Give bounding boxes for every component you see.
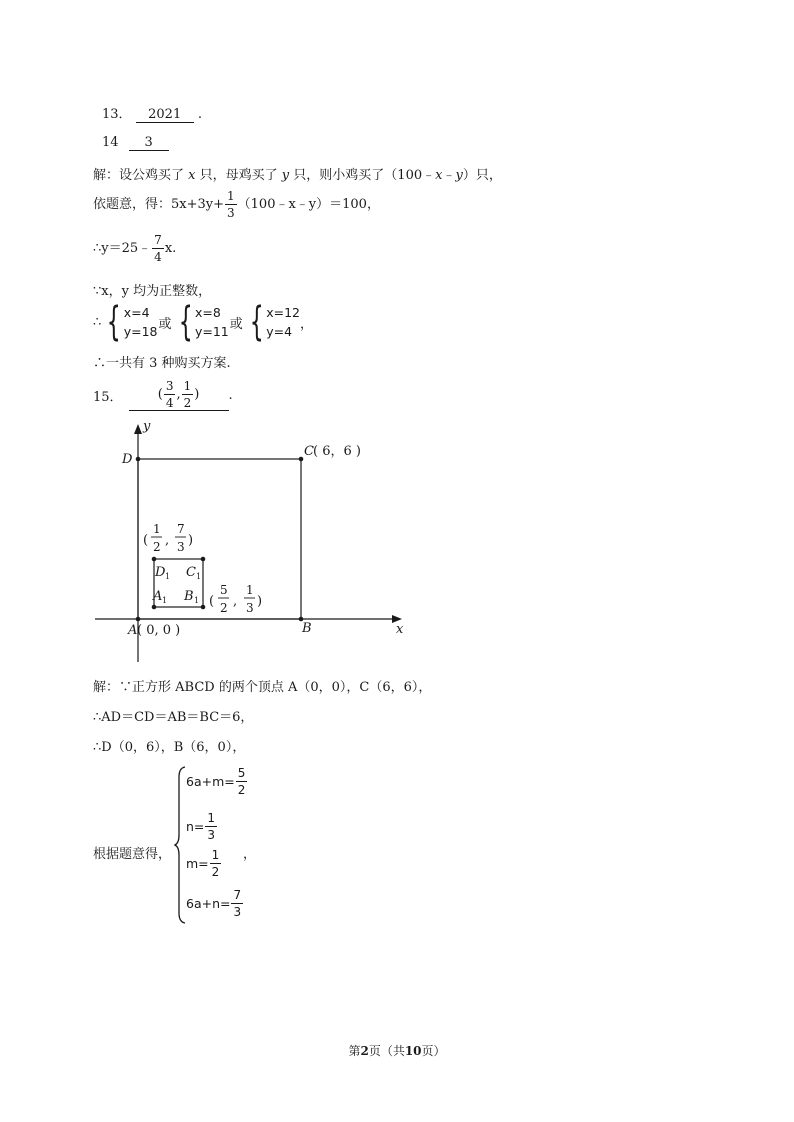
svg-text:(: ( [143, 533, 149, 548]
svg-text:(: ( [209, 594, 215, 609]
brace-icon: { [178, 299, 193, 345]
point-a1 [152, 605, 157, 610]
equation-system: { x=4 y=18 [107, 299, 158, 345]
svg-text:,: , [165, 533, 170, 548]
point-b1 [201, 605, 206, 610]
answer-blank: 3 [129, 136, 169, 151]
answer-blank: ( $\frac{3}{4}$ , $\frac{1}{2}$ ) [129, 380, 229, 411]
svg-text:5: 5 [220, 583, 228, 597]
point-label-b1-coords [209, 583, 262, 615]
svg-text:1: 1 [162, 596, 168, 605]
q14-solution-line-1: 解：设公鸡买了 x 只，母鸡买了 y 只，则小鸡买了（100﹣x﹣y）只， [93, 168, 502, 183]
period: . [197, 107, 202, 122]
y-axis-label: y [143, 419, 151, 434]
equation-system: { x=8 y=11 [178, 299, 229, 345]
equation-row: m= $\frac{1}{2}$ [186, 848, 220, 879]
brace-icon: { [107, 299, 122, 345]
label-b1: B [184, 589, 194, 604]
point-d1 [152, 557, 157, 562]
q15-solution-line-4-label: 根据题意得， [93, 847, 172, 862]
svg-text:1: 1 [194, 596, 200, 605]
y-axis-arrow-icon [134, 424, 142, 434]
fraction: $\frac{1}{3}$ [227, 189, 235, 220]
answer-blank: 2021 [136, 108, 194, 123]
q14-solution-line-6: ∴一共有 3 种购买方案. [93, 356, 231, 371]
equation-row: n= $\frac{1}{3}$ [186, 811, 216, 842]
point-c [299, 457, 304, 462]
svg-text:3: 3 [246, 601, 254, 615]
coord-c: ( 6，6 ) [313, 444, 361, 459]
point-a [136, 617, 141, 622]
question-number: 13． [102, 107, 132, 122]
svg-text:,: , [233, 594, 238, 609]
svg-text:3: 3 [177, 540, 185, 554]
q14-solution-line-3: ∴y＝25﹣ $\frac{7}{4}$ x. [93, 233, 177, 264]
svg-text:): ) [188, 533, 194, 548]
svg-text:1: 1 [153, 522, 161, 536]
label-c1: C [186, 565, 196, 580]
equation-system: { x=12 y=4 [249, 299, 301, 345]
label-d: D [122, 452, 133, 467]
q14-solution-systems: ∴ { x=4 y=18 或 { x=8 y=11 或 { x=12 y=4 ， [93, 299, 314, 345]
svg-text:1: 1 [165, 572, 171, 581]
svg-text:): ) [257, 594, 263, 609]
q14-solution-line-4: ∵x，y 均为正整数， [93, 284, 212, 299]
label-a1: A [153, 589, 163, 604]
brace-icon: { [249, 299, 264, 345]
label-d1: D [155, 565, 166, 580]
q15-solution-line-3: ∴D（0，6），B（6，0）， [93, 740, 246, 755]
svg-text:7: 7 [177, 522, 185, 536]
point-c1 [201, 557, 206, 562]
label-b: B [302, 621, 312, 636]
x-axis-label: x [396, 622, 404, 637]
question-number: 14 [102, 135, 119, 150]
page-total: 10 [404, 1044, 422, 1058]
fraction: $\frac{7}{4}$ [154, 233, 162, 264]
equation-row: 6a+n= $\frac{7}{3}$ [186, 888, 242, 919]
question-15: 15． ( $\frac{3}{4}$ , $\frac{1}{2}$ ) . [93, 379, 233, 410]
coord-a: ( 0, 0 ) [137, 623, 181, 638]
point-d [136, 457, 141, 462]
comma: ， [243, 847, 257, 862]
point-label-d1-coords [143, 522, 193, 554]
page-number: 2 [360, 1044, 369, 1058]
label-a: A [128, 623, 138, 638]
svg-text:2: 2 [220, 601, 228, 615]
svg-text:1: 1 [196, 572, 202, 581]
question-number: 15． [93, 390, 123, 405]
equation-row: 6a+m= $\frac{5}{2}$ [186, 766, 246, 797]
q15-solution-line-1: 解：∵正方形 ABCD 的两个顶点 A（0，0），C（6，6）， [93, 680, 432, 695]
q15-solution-line-2: ∴AD＝CD＝AB＝BC＝6， [93, 710, 254, 725]
page-footer: 第2页（共10页） [348, 1044, 446, 1058]
label-c: C [304, 444, 314, 459]
q14-solution-line-2: 依题意，得：5x+3y+ $\frac{1}{3}$ （100﹣x﹣y）＝100， [93, 189, 380, 220]
svg-text:1: 1 [246, 583, 254, 597]
svg-text:2: 2 [153, 540, 161, 554]
